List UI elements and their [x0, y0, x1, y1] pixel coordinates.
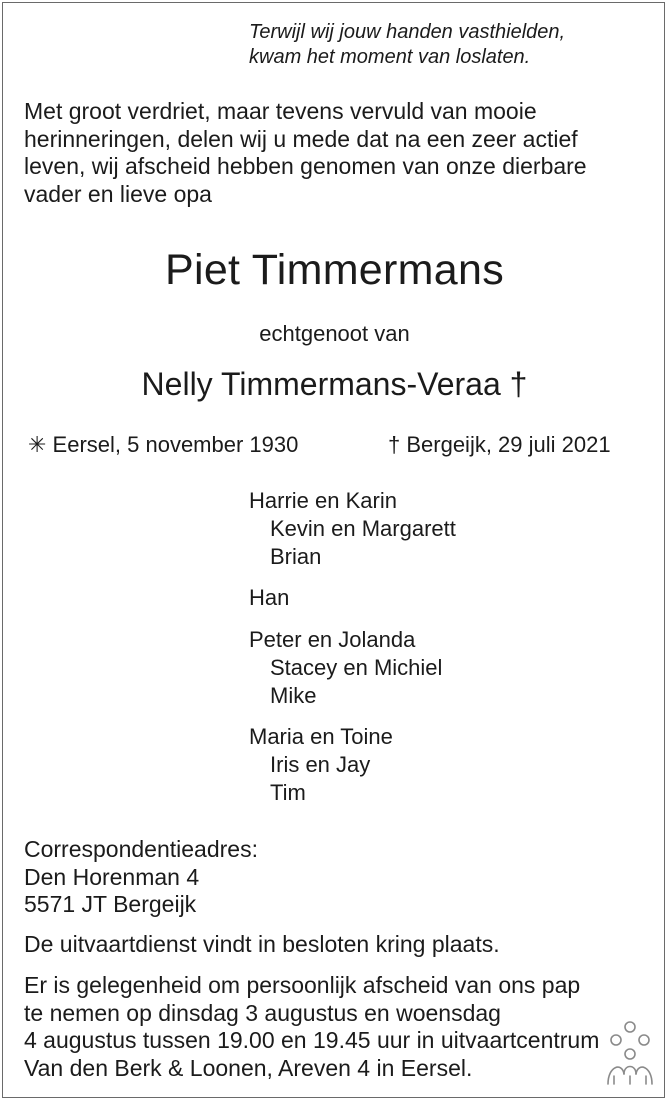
- motto: [249, 20, 565, 70]
- family-member: Maria en Toine: [249, 724, 393, 749]
- death-info: † Bergeijk, 29 juli 2021: [388, 432, 611, 457]
- spouse-name: Nelly Timmermans-Veraa †: [141, 366, 528, 402]
- family-logo-icon: [604, 1018, 656, 1090]
- intro-line: vader en lieve opa: [24, 180, 212, 207]
- intro-line: Met groot verdriet, maar tevens vervuld van mooie: [24, 98, 537, 124]
- intro-line: herinneringen, delen wij u mede dat na een zeer actief: [24, 125, 578, 152]
- intro-line: leven, wij afscheid hebben genomen van onze dierbare: [24, 153, 587, 179]
- grandchild: Mike: [270, 683, 317, 708]
- family-member: Harrie en Karin: [249, 488, 397, 513]
- grandchild: Tim: [270, 780, 306, 805]
- address-line: 5571 JT Bergeijk: [24, 891, 197, 917]
- visitation-line: Van den Berk & Loonen, Areven 4 in Eersel.: [24, 1054, 473, 1081]
- grandchild: Stacey en Michiel: [270, 655, 443, 680]
- grandchild: Iris en Jay: [270, 752, 371, 777]
- family-member: Han: [249, 585, 290, 610]
- grandchild: Kevin en Margarett: [270, 516, 456, 541]
- spouse-label: echtgenoot van: [259, 321, 410, 346]
- intro-text: [24, 98, 587, 208]
- visitation-line: 4 augustus tussen 19.00 en 19.45 uur in uitvaartcentrum: [24, 1027, 600, 1053]
- family-member: Peter en Jolanda: [249, 627, 416, 652]
- deceased-name: Piet Timmermans: [164, 246, 504, 294]
- birth-info: ✳ Eersel, 5 november 1930: [28, 432, 299, 457]
- address-line: Den Horenman 4: [24, 863, 200, 890]
- address-line: Correspondentieadres:: [24, 836, 258, 862]
- visitation-text: [24, 972, 599, 1082]
- service-note: De uitvaartdienst vindt in besloten kring plaats.: [24, 931, 500, 957]
- visitation-line: te nemen op dinsdag 3 augustus en woensdag: [24, 999, 501, 1026]
- visitation-line: Er is gelegenheid om persoonlijk afscheid van ons pap: [24, 972, 581, 998]
- motto-line: kwam het moment van loslaten.: [249, 46, 531, 68]
- motto-line: Terwijl wij jouw handen vasthielden,: [249, 21, 566, 43]
- correspondence-address: [24, 836, 258, 919]
- grandchild: Brian: [270, 544, 322, 569]
